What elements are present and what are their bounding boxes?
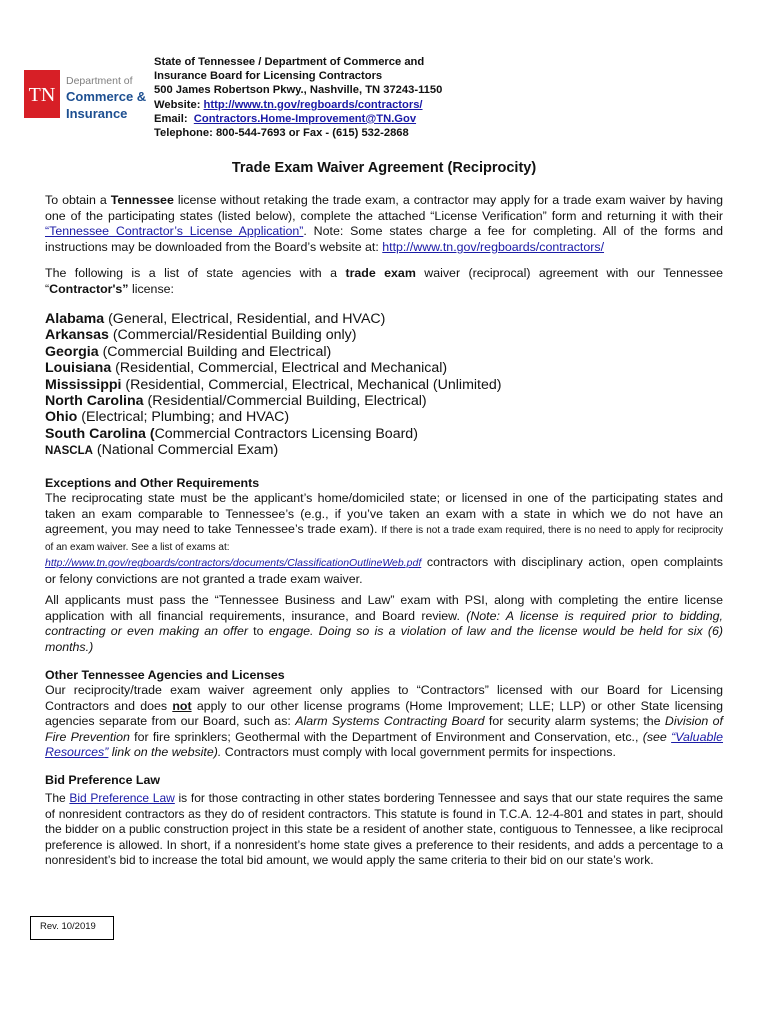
classification-outline-link[interactable]: http://www.tn.gov/regboards/contractors/documents/ClassificationOutlineWeb.pdf	[45, 557, 422, 570]
states-list	[45, 311, 502, 460]
intro-text-1: To obtain a	[45, 193, 111, 207]
logo-mark: TN	[28, 84, 56, 106]
logo-line1: Department of	[66, 75, 133, 87]
bid-preference-heading: Bid Preference Law	[45, 773, 161, 787]
exceptions-small-note: If there is not a trade exam required, there is no need to apply for reciprocity of an exam waiver. See a list of exams at:	[45, 525, 724, 553]
agencies-not: not	[172, 698, 192, 713]
state-item: NASCLA (National Commercial Exam)	[45, 442, 279, 459]
letterhead-email-row	[154, 112, 442, 126]
alarm-systems-board: Alarm Systems Contracting Board	[295, 714, 485, 729]
agencies-text-1: Our reciprocity/trade exam waiver agreement only applies to “Contractors” licensed with our Board for Licensing Contractors and does	[45, 683, 723, 713]
letterhead-telephone: Telephone: 800-544-7693 or Fax - (615) 532-2868	[154, 127, 409, 140]
applicants-paragraph	[45, 593, 723, 655]
agencies-text-3: for security alarm systems; the	[484, 714, 665, 729]
applicants-note-2: engage. Doing so is a violation of law and the license would be held for six (6) months.)	[45, 624, 723, 654]
revision-box: Rev. 10/2019	[30, 916, 114, 940]
intro-tennessee: Tennessee	[110, 193, 174, 207]
letterhead-line1: State of Tennessee / Department of Commerce and	[154, 56, 425, 68]
agencies-text-2: apply to our other license programs (Home Improvement; LLE; LLP) or other State licensing agencies separate from our Board, such as:	[45, 698, 723, 729]
license-application-link[interactable]: “Tennessee Contractor’s License Application”	[45, 224, 304, 239]
state-item: Alabama (General, Electrical, Residential, and HVAC)	[45, 311, 386, 327]
document-title: Trade Exam Waiver Agreement (Reciprocity)	[231, 160, 537, 176]
list-intro-contractors: Contractor's”	[49, 281, 129, 296]
state-item: Georgia (Commercial Building and Electrical)	[45, 343, 332, 360]
applicants-note-1: (Note: A license is required prior to bidding, contracting or even making an offer	[45, 608, 724, 639]
letterhead-website-row	[154, 98, 442, 112]
intro-text-3: . Note: Some states charge a fee for completing. All of the forms and instructions may be downloaded from the Board’s website at:	[45, 224, 723, 254]
agencies-see: (see	[642, 729, 672, 744]
intro-text-2: license without retaking the trade exam, a contractor may apply for a trade exam waiver by having one of the participating states (listed below), complete the attached “License Verification” form and returning it with their	[45, 193, 723, 223]
bid-preference-law-link[interactable]: Bid Preference Law	[69, 791, 175, 805]
bid-text-2: is for those contracting in other states bordering Tennessee and says that our state requires the same of nonresident contractors as they do of resident contractors. This statute is found in T.C.A. 12-4-801 and states in part, should the bidder on a public construction project in this state be a resident of another state, contiguous to Tennessee, a like reciprocal preference is allowed. In short, if a nonresident’s home state gives a preference to their residents, and adds a percentage to a nonresident’s bid to increase the total bid amount, we would apply the same criteria to their bid on our state’s work.	[45, 791, 723, 868]
applicants-text-1: All applicants must pass the “Tennessee Business and Law” exam with PSI, along with completing the entire license application with all financial requirements, insurance, and Board review.	[45, 593, 723, 623]
exceptions-text-1: The reciprocating state must be the applicant’s home/domiciled state; or licensed in one of the participating states and taken an exam comparable to Tennessee’s (e.g., if you’ve taken an exam with a state in which we do not have an agreement, you may need to take Tennessee’s trade exam).	[45, 491, 723, 537]
list-intro-paragraph	[45, 266, 723, 297]
intro-paragraph	[45, 193, 723, 255]
tn-commerce-insurance-logo	[24, 66, 146, 124]
board-website-link[interactable]: http://www.tn.gov/regboards/contractors/	[382, 239, 605, 254]
agencies-heading: Other Tennessee Agencies and Licenses	[45, 668, 285, 682]
email-link[interactable]: Contractors.Home-Improvement@TN.Gov	[193, 112, 417, 125]
applicants-text-2: to	[247, 624, 269, 639]
agencies-paragraph	[45, 683, 723, 761]
website-link[interactable]: http://www.tn.gov/regboards/contractors/	[203, 98, 423, 111]
list-intro-text-3: license:	[128, 281, 174, 296]
valuable-resources-link[interactable]: “Valuable Resources”	[45, 729, 724, 760]
fire-prevention-division: Division of Fire Prevention	[45, 714, 723, 744]
letterhead	[154, 55, 442, 140]
state-item: Mississippi (Residential, Commercial, Electrical, Mechanical (Unlimited)	[45, 376, 502, 393]
logo-line3: Insurance	[66, 106, 128, 121]
state-item: North Carolina (Residential/Commercial Building, Electrical)	[45, 393, 427, 410]
letterhead-address: 500 James Robertson Pkwy., Nashville, TN 37243-1150	[154, 84, 443, 97]
agencies-link-suffix: link on the website).	[108, 745, 222, 760]
bid-preference-paragraph	[45, 791, 723, 869]
agencies-text-5: Contractors must comply with local government permits for inspections.	[221, 745, 616, 760]
state-item: Ohio (Electrical; Plumbing; and HVAC)	[45, 409, 290, 426]
exceptions-text-2: contractors with disciplinary action, open complaints or felony convictions are not granted a trade exam waiver.	[45, 555, 723, 586]
exceptions-heading: Exceptions and Other Requirements	[45, 476, 260, 490]
letterhead-line2: Insurance Board for Licensing Contractors	[154, 70, 383, 83]
website-label: Website:	[154, 98, 201, 111]
agencies-text-4: for fire sprinklers; Geothermal with the Department of Environment and Conservation, etc.,	[129, 729, 643, 744]
bid-text-1: The	[45, 791, 70, 805]
exceptions-paragraph	[45, 491, 723, 588]
state-item: South Carolina (Commercial Contractors Licensing Board)	[45, 425, 418, 442]
state-item: Arkansas (Commercial/Residential Building only)	[45, 327, 357, 344]
list-intro-text-1: The following is a list of state agencies with a	[45, 266, 346, 280]
list-intro-trade-exam: trade exam	[345, 266, 416, 280]
list-intro-text-2: waiver (reciprocal) agreement with our Tennessee “	[45, 266, 723, 296]
logo-line2: Commerce &	[66, 89, 146, 104]
state-item: Louisiana (Residential, Commercial, Electrical and Mechanical)	[45, 360, 448, 377]
email-label: Email:	[154, 112, 188, 125]
